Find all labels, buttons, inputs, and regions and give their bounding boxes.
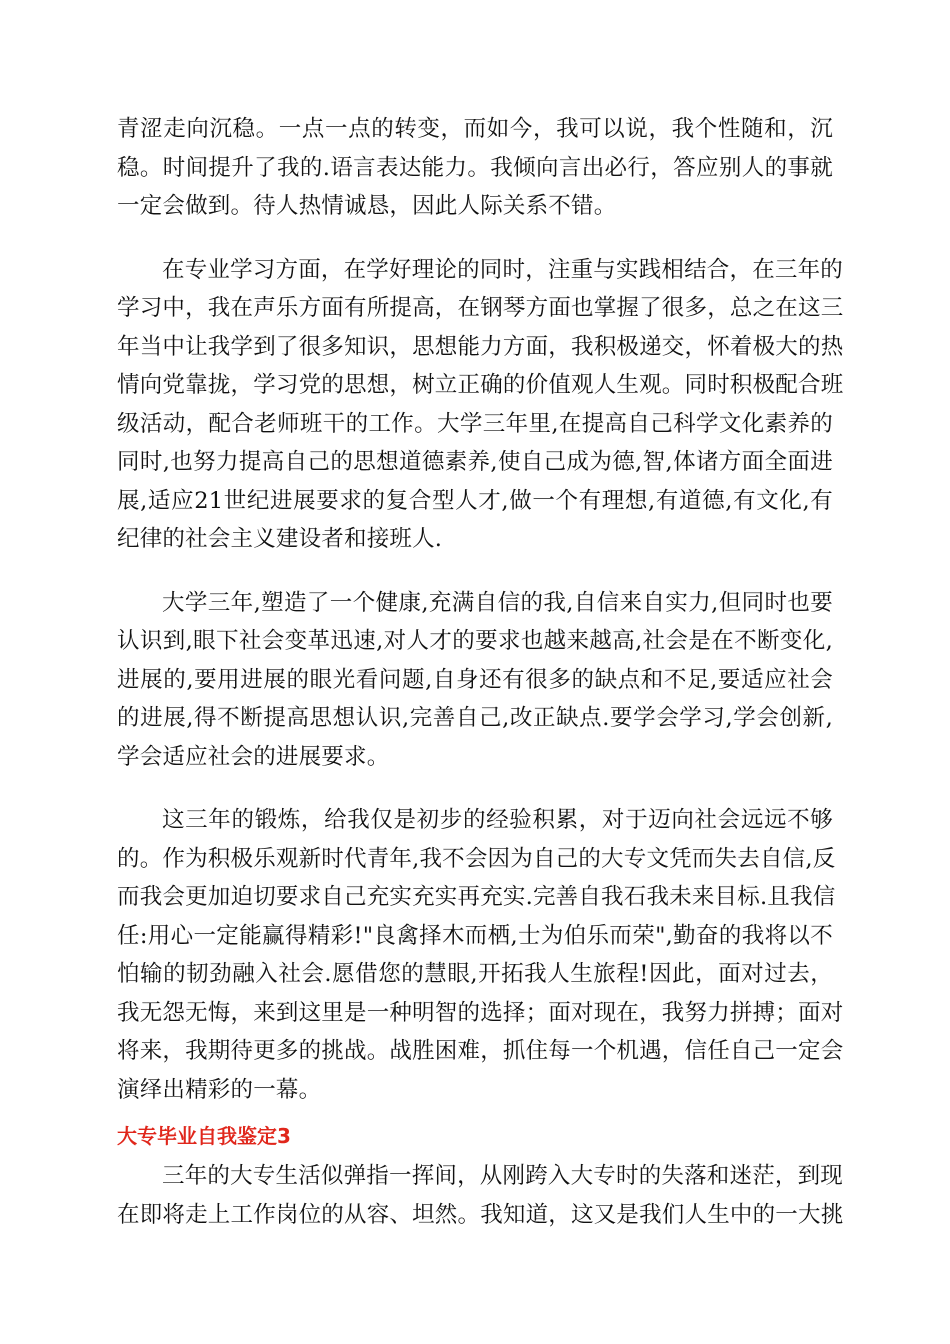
paragraph-line: 年当中让我学到了很多知识，思想能力方面，我积极递交，怀着极大的热 — [117, 333, 844, 360]
paragraph-4 — [117, 801, 844, 1109]
paragraph-line: 的。作为积极乐观新时代青年,我不会因为自己的大专文凭而失去自信,反 — [117, 845, 836, 872]
paragraph-line: 将来，我期待更多的挑战。战胜困难，抓住每一个机遇，信任自己一定会 — [117, 1038, 844, 1064]
paragraph-line: 这三年的锻炼，给我仅是初步的经验积累，对于迈向社会远远不够 — [162, 807, 833, 833]
paragraph-line: 展,适应21世纪进展要求的复合型人才,做一个有理想,有道德,有文化,有 — [117, 487, 833, 514]
section-heading: 大专毕业自我鉴定3 — [117, 1124, 291, 1148]
paragraph-line: 学会适应社会的进展要求。 — [117, 743, 390, 770]
paragraph-line: 我无怨无悔，来到这里是一种明智的选择；面对现在，我努力拼搏；面对 — [117, 999, 844, 1026]
paragraph-line: 一定会做到。待人热情诚恳，因此人际关系不错。 — [117, 193, 617, 219]
paragraph-line: 的进展,得不断提高思想认识,完善自己,改正缺点.要学会学习,学会创新, — [117, 705, 833, 731]
paragraph-line: 在专业学习方面，在学好理论的同时，注重与实践相结合，在三年的 — [162, 256, 844, 283]
paragraph-line: 怕输的韧劲融入社会.愿借您的慧眼,开拓我人生旅程!因此，面对过去， — [117, 961, 833, 987]
paragraph-5 — [117, 1157, 844, 1234]
paragraph-line: 学习中，我在声乐方面有所提高，在钢琴方面也掌握了很多，总之在这三 — [117, 295, 844, 321]
paragraph-3 — [117, 584, 833, 777]
paragraph-line: 认识到,眼下社会变革迅速,对人才的要求也越来越高,社会是在不断变化, — [117, 628, 833, 654]
paragraph-line: 进展的,要用进展的眼光看问题,自身还有很多的缺点和不足,要适应社会 — [117, 666, 833, 693]
paragraph-line: 情向党靠拢，学习党的思想，树立正确的价值观人生观。同时积极配合班 — [117, 372, 844, 398]
paragraph-line: 同时,也努力提高自己的思想道德素养,使自己成为德,智,体诸方面全面进 — [117, 449, 833, 475]
paragraph-line: 纪律的社会主义建设者和接班人. — [117, 526, 443, 552]
paragraph-2 — [117, 251, 844, 559]
paragraph-line: 大学三年,塑造了一个健康,充满自信的我,自信来自实力,但同时也要 — [162, 589, 833, 616]
paragraph-line: 青涩走向沉稳。一点一点的转变，而如今，我可以说，我个性随和，沉 — [117, 116, 833, 142]
document-page — [117, 110, 844, 1234]
paragraph-line: 在即将走上工作岗位的从容、坦然。我知道，这又是我们人生中的一大挑 — [117, 1201, 844, 1228]
paragraph-line: 级活动，配合老师班干的工作。大学三年里,在提高自己科学文化素养的 — [117, 410, 833, 437]
paragraph-line: 任:用心一定能赢得精彩!"良禽择木而栖,士为伯乐而荣",勤奋的我将以不 — [117, 922, 833, 949]
paragraph-line: 稳。时间提升了我的.语言表达能力。我倾向言出必行，答应别人的事就 — [117, 154, 833, 181]
paragraph-line: 三年的大专生活似弹指一挥间，从刚跨入大专时的失落和迷茫，到现 — [162, 1163, 844, 1189]
paragraph-1 — [117, 110, 833, 226]
paragraph-line: 演绎出精彩的一幕。 — [117, 1076, 322, 1103]
paragraph-line: 而我会更加迫切要求自己充实充实再充实.完善自我石我未来目标.且我信 — [117, 884, 836, 910]
